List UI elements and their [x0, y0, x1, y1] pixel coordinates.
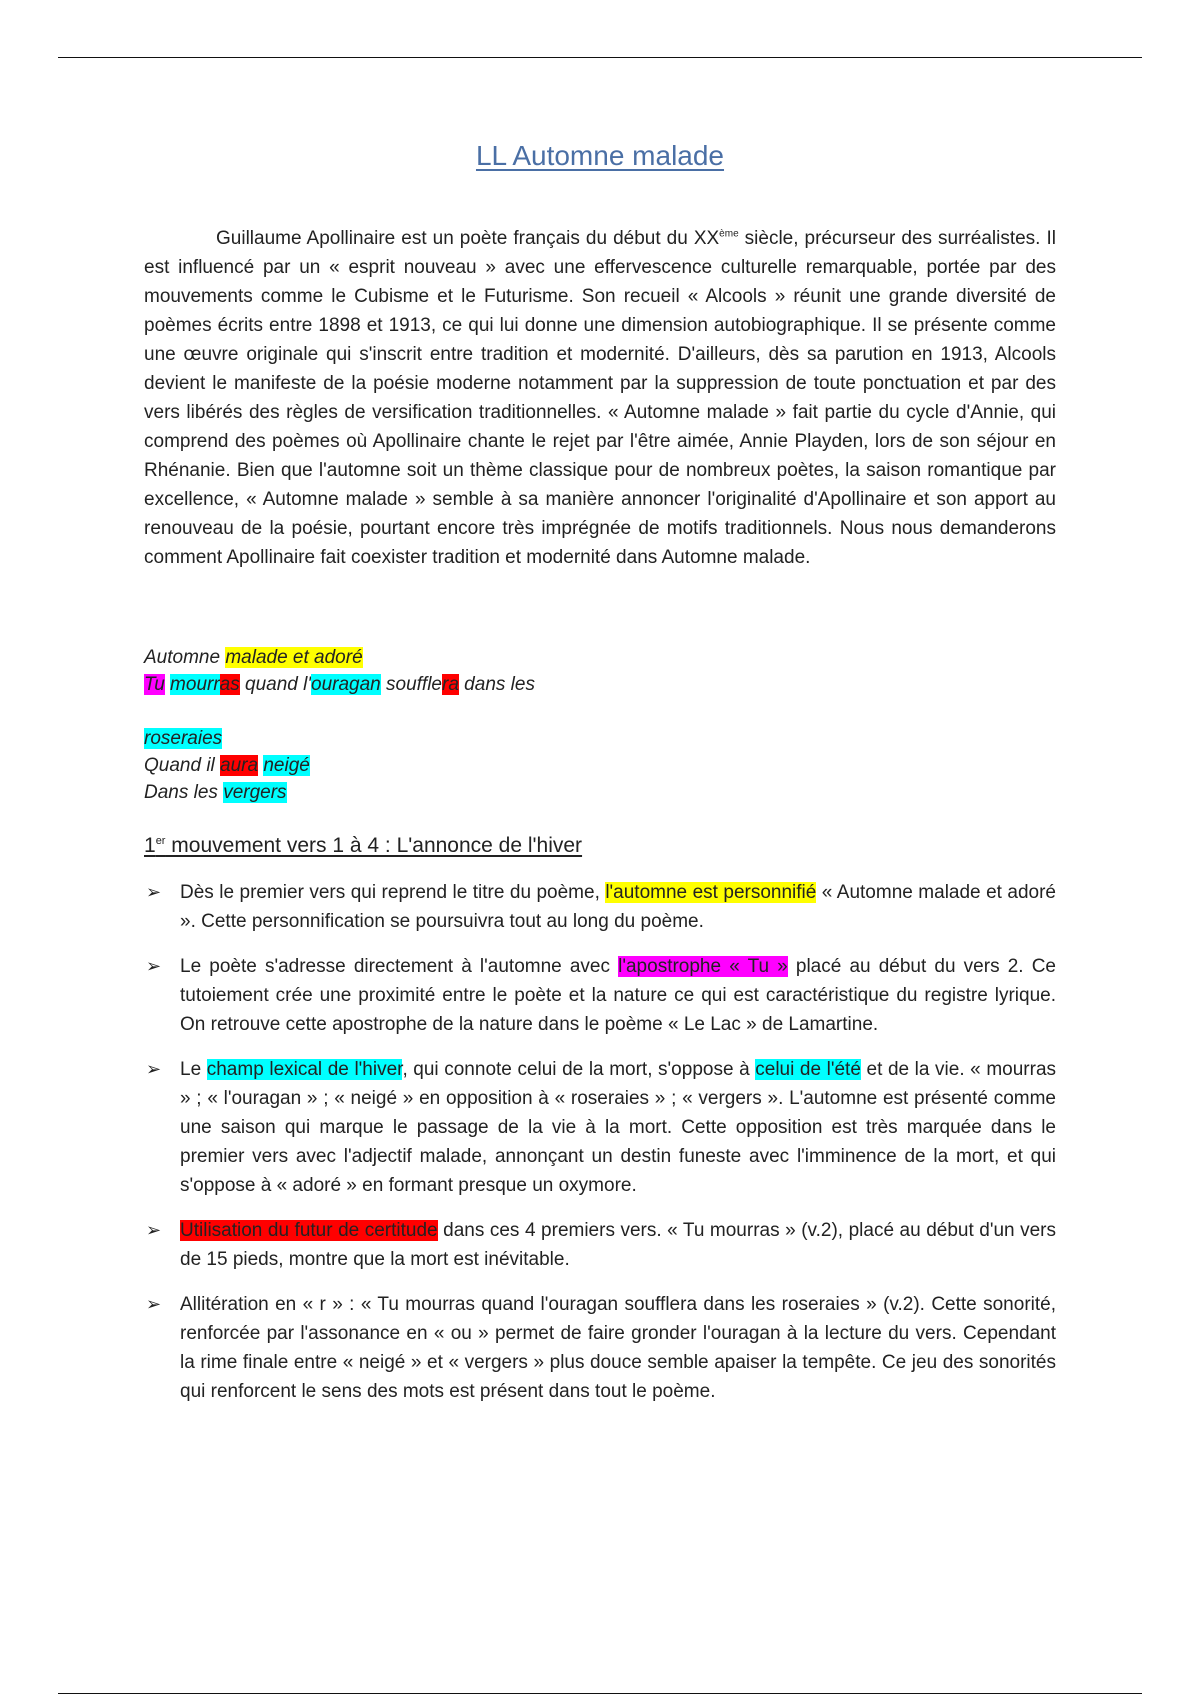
- arrow-bullet-icon: ➢: [146, 956, 162, 976]
- section-superscript: er: [155, 835, 166, 847]
- highlight-red: aura: [220, 755, 259, 776]
- poem-text: Quand il: [144, 755, 221, 776]
- highlight-red: Utilisation du futur de certitude: [180, 1220, 438, 1241]
- poem-text: dans les: [458, 674, 535, 695]
- highlight-cyan: ouragan: [311, 674, 381, 695]
- analysis-list: [144, 878, 1056, 1406]
- section-heading: [144, 834, 1056, 858]
- intro-paragraph: [144, 224, 1056, 572]
- list-item: [144, 1055, 1056, 1200]
- document-title: LL Automne malade: [475, 140, 725, 171]
- poem-line-5: [144, 779, 1056, 806]
- list-item: [144, 878, 1056, 936]
- bullet-text: dans ces 4 premiers vers. « Tu mourras » (v.2), placé au début d'un vers de 15 pieds, montre que la mort est inévitable.: [180, 1220, 1057, 1270]
- section-number: 1: [144, 834, 156, 857]
- poem-line-3: [144, 725, 1056, 752]
- poem-line-2: [144, 671, 1056, 698]
- bullet-text: Dès le premier vers qui reprend le titre du poème,: [180, 882, 606, 903]
- highlight-cyan: champ lexical de l'hiver: [206, 1059, 403, 1080]
- highlight-cyan: vergers: [223, 782, 287, 803]
- footer-rule: [58, 1693, 1142, 1694]
- highlight-cyan: roseraies: [144, 728, 223, 749]
- bullet-text: placé au début du vers 2. Ce tutoiement crée une proximité entre le poète et la nature ce qui est caractéristique du registre lyrique. On retrouve cette apostrophe de la nature dans le poème « Le Lac » de Lamartine.: [180, 956, 1056, 1035]
- section-title: mouvement vers 1 à 4 : L'annonce de l'hiver: [165, 834, 583, 857]
- poem-line-1: [144, 644, 1056, 671]
- poem-text: quand l': [239, 674, 311, 695]
- highlight-cyan: celui de l'été: [755, 1059, 861, 1080]
- arrow-bullet-icon: ➢: [146, 1059, 162, 1079]
- poem-text: souffle: [380, 674, 442, 695]
- highlight-yellow: malade et adoré: [225, 647, 363, 668]
- list-item: [144, 1216, 1056, 1274]
- highlight-magenta: Tu: [144, 674, 165, 695]
- arrow-bullet-icon: ➢: [146, 1294, 162, 1314]
- arrow-bullet-icon: ➢: [146, 1220, 162, 1240]
- bullet-text: Le poète s'adresse directement à l'automne avec: [180, 956, 619, 977]
- bullet-text: Le: [180, 1059, 207, 1080]
- bullet-text: , qui connote celui de la mort, s'oppose à: [402, 1059, 756, 1080]
- poem-excerpt: [144, 644, 1056, 806]
- poem-line-4: [144, 752, 1056, 779]
- bullet-text: Allitération en « r » : « Tu mourras quand l'ouragan soufflera dans les roseraies » (v.2). Cette sonorité, renforcée par l'assonance en « ou » permet de faire gronder l'ouragan à la lecture du vers. Cependant la rime finale entre « neigé » et « vergers » plus douce semble apaiser la tempête. Ce jeu des sonorités qui renforcent le sens des mots est présent dans tout le poème.: [180, 1294, 1056, 1402]
- intro-text-start: Guillaume Apollinaire est un poète français du début du XX: [216, 228, 720, 249]
- highlight-red: ra: [442, 674, 459, 695]
- document-page: [144, 140, 1056, 1422]
- bullet-text: « Automne malade et adoré ». Cette personnification se poursuivra tout au long du poème.: [180, 882, 1056, 932]
- poem-text: Dans les: [144, 782, 224, 803]
- poem-text: Automne: [144, 647, 226, 668]
- intro-text-rest: siècle, précurseur des surréalistes. Il est influencé par un « esprit nouveau » avec une effervescence culturelle remarquable, portée par des mouvements comme le Cubisme et le Futurisme. Son recueil « Alcools » réunit une grande diversité de poèmes écrits entre 1898 et 1913, ce qui lui donne une dimension autobiographique. Il se présente comme une œuvre originale qui s'inscrit entre tradition et modernité. D'ailleurs, dès sa parution en 1913, Alcools devient le manifeste de la poésie moderne notamment par la suppression de toute ponctuation et par des vers libérés des règles de versification traditionnelles. « Automne malade » fait partie du cycle d'Annie, qui comprend des poèmes où Apollinaire chante le rejet par l'être aimée, Annie Playden, lors de son séjour en Rhénanie. Bien que l'automne soit un thème classique pour de nombreux poètes, la saison romantique par excellence, « Automne malade » semble à sa manière annoncer l'originalité d'Apollinaire et son apport au renouveau de la poésie, pourtant encore très imprégnée de motifs traditionnels. Nous nous demanderons comment Apollinaire fait coexister tradition et modernité dans Automne malade.: [144, 228, 1056, 568]
- highlight-red: as: [219, 674, 240, 695]
- bullet-text: et de la vie. « mourras » ; « l'ouragan » ; « neigé » en opposition à « roseraies » ; « vergers ». L'automne est présenté comme une saison qui marque le passage de la vie à la mort. Cette opposition est très marquée dans le premier vers avec l'adjectif malade, annonçant un destin funeste avec l'imminence de la mort, et qui s'oppose à « adoré » en formant presque un oxymore.: [180, 1059, 1057, 1196]
- intro-superscript: ème: [719, 228, 739, 240]
- highlight-magenta: l'apostrophe « Tu »: [618, 956, 788, 977]
- list-item: [144, 952, 1056, 1039]
- poem-gap: [144, 698, 1056, 725]
- arrow-bullet-icon: ➢: [146, 882, 162, 902]
- highlight-cyan: mourr: [170, 674, 220, 695]
- header-rule: [58, 57, 1142, 58]
- highlight-yellow: l'automne est personnifié: [605, 882, 817, 903]
- list-item: [144, 1290, 1056, 1406]
- highlight-cyan: neigé: [263, 755, 310, 776]
